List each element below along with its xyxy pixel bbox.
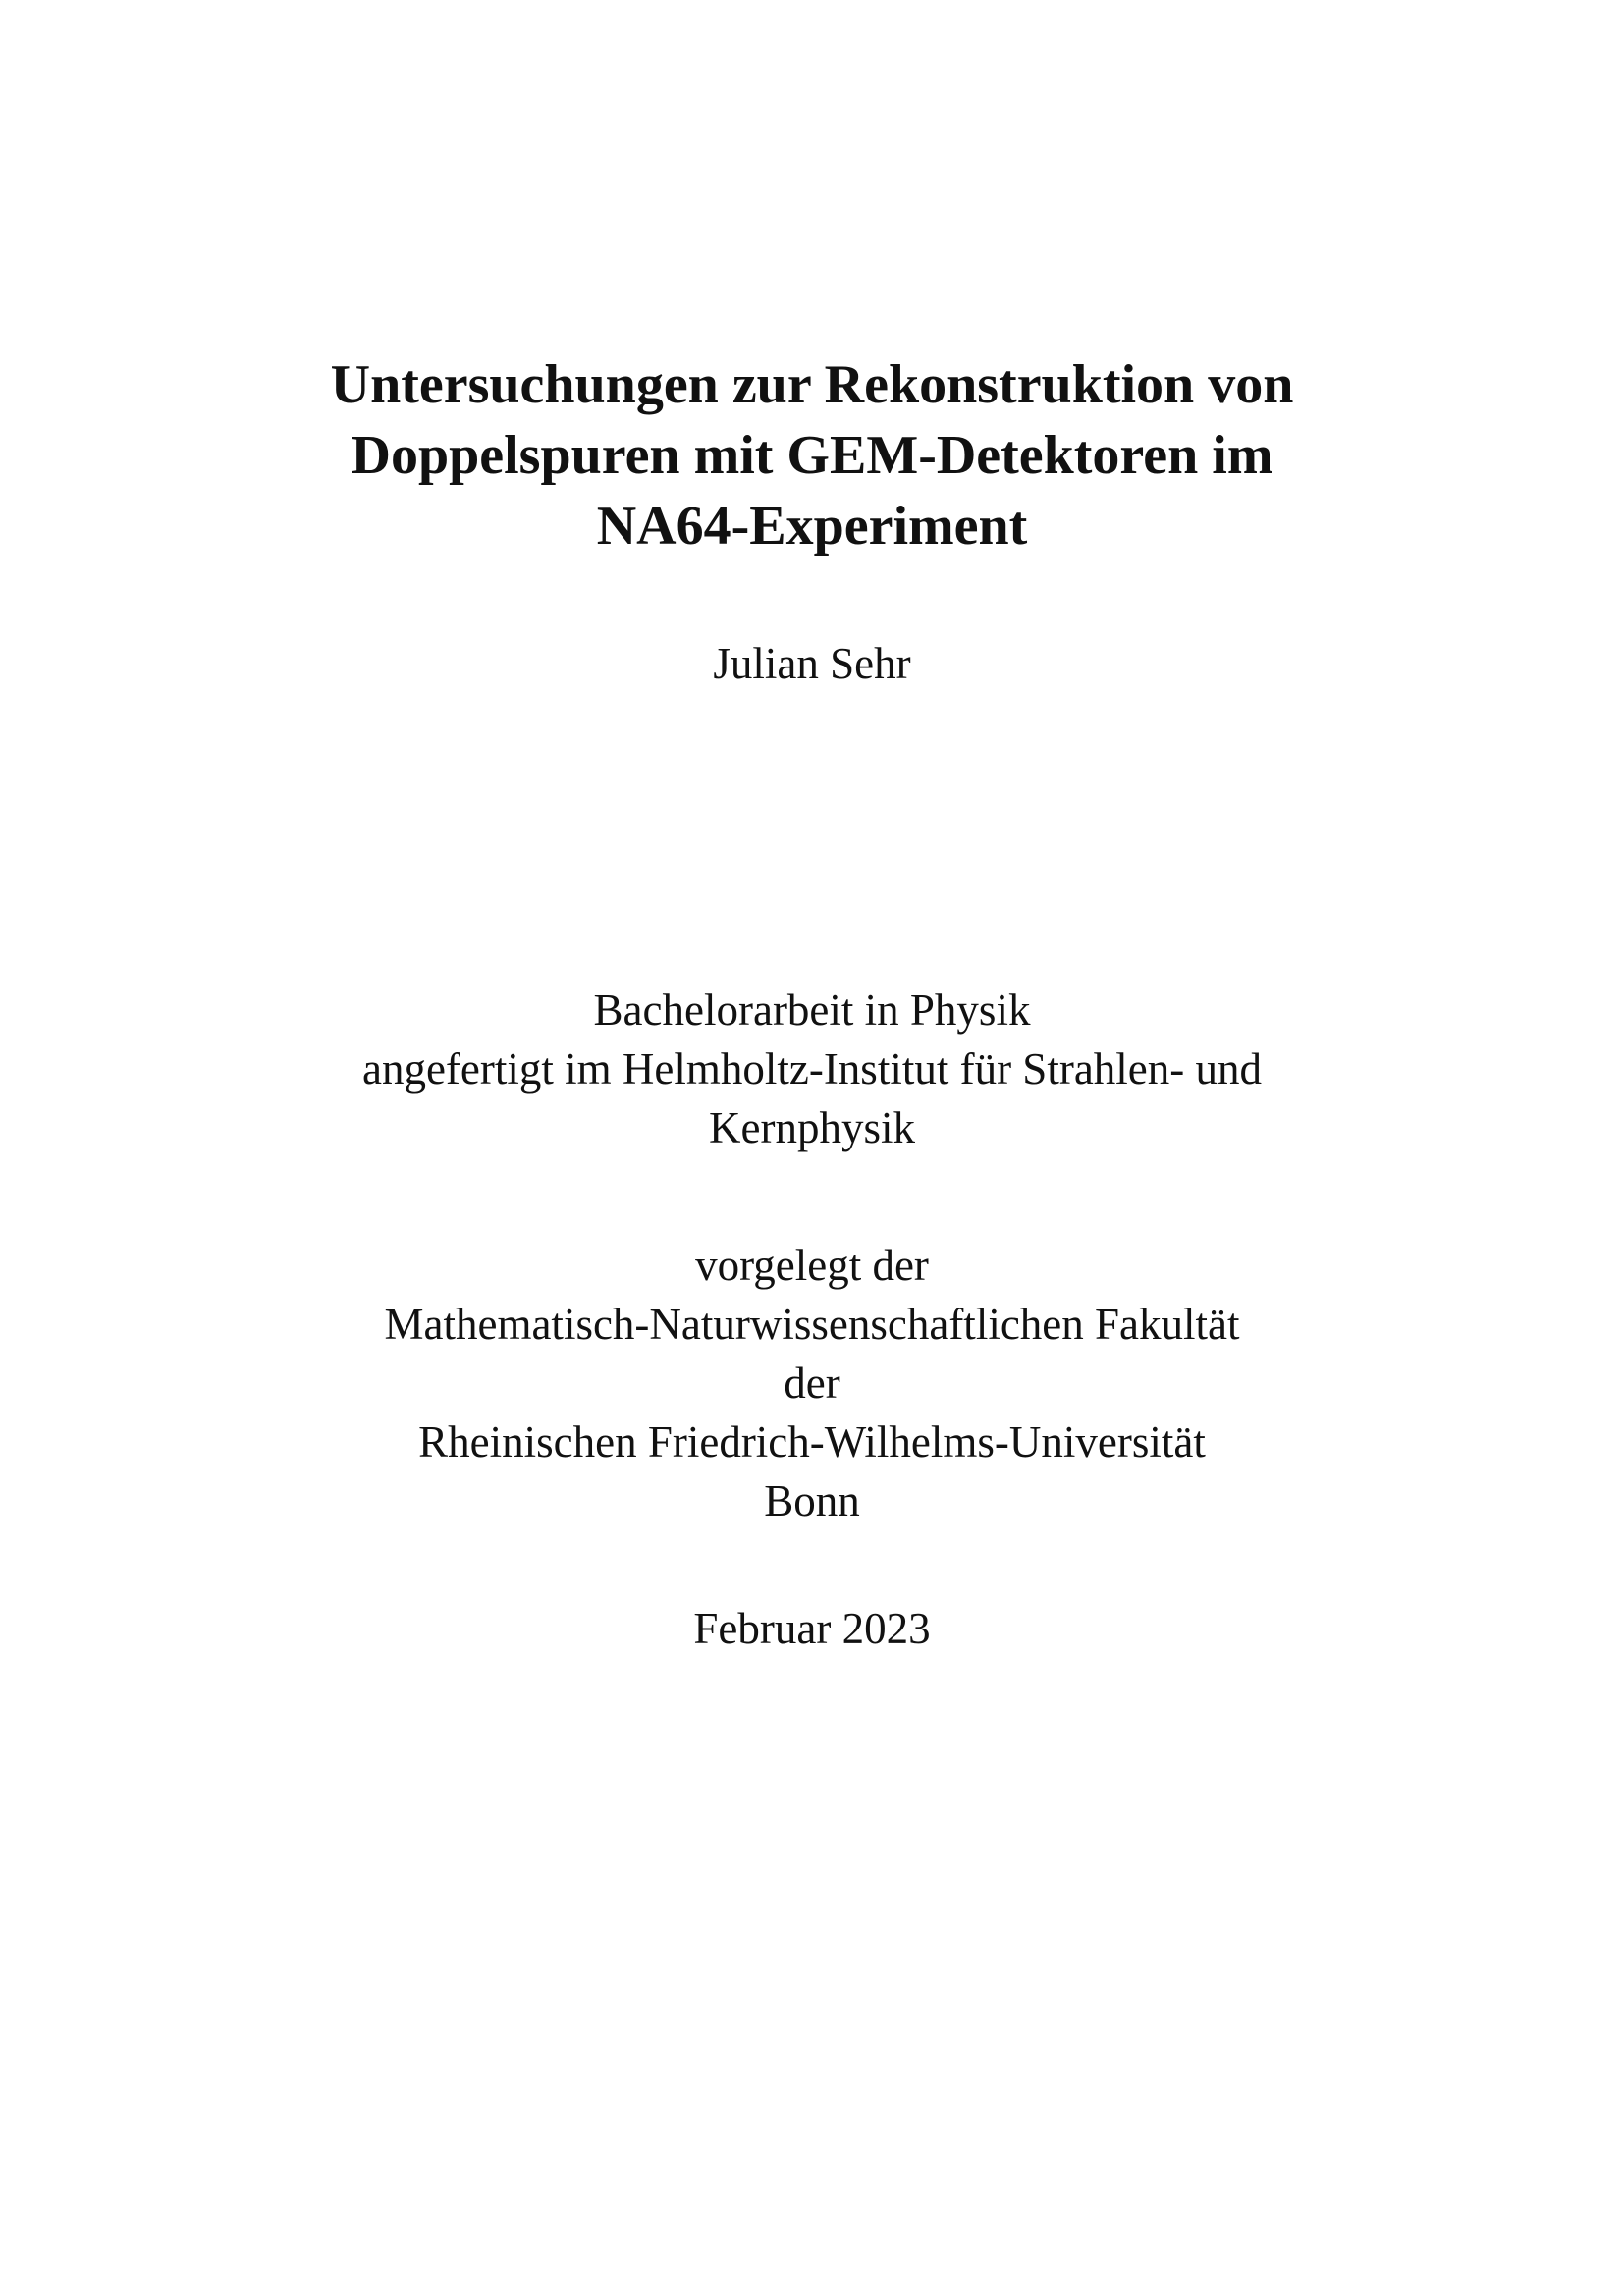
- submission-statement: [0, 1236, 1624, 1530]
- date-line: Februar 2023: [693, 1604, 931, 1653]
- title-line: Untersuchungen zur Rekonstruktion von: [330, 354, 1294, 415]
- submission-date: [0, 1599, 1624, 1658]
- submission-line: vorgelegt der: [695, 1241, 929, 1290]
- title-line: NA64-Experiment: [596, 496, 1028, 557]
- thesis-line: Kernphysik: [709, 1103, 915, 1152]
- thesis-description: [0, 981, 1624, 1157]
- thesis-title: [0, 349, 1624, 561]
- title-line: Doppelspuren mit GEM-Detektoren im: [351, 425, 1273, 486]
- submission-line: Mathematisch-Naturwissenschaftlichen Fakultät: [384, 1300, 1240, 1349]
- thesis-line: Bachelorarbeit in Physik: [593, 986, 1031, 1035]
- submission-line: Bonn: [764, 1476, 860, 1525]
- thesis-line: angefertigt im Helmholtz-Institut für Strahlen- und: [361, 1044, 1263, 1094]
- submission-line: Rheinischen Friedrich-Wilhelms-Universität: [418, 1417, 1206, 1467]
- author-name: [0, 634, 1624, 693]
- author-line: Julian Sehr: [713, 639, 911, 688]
- submission-line: der: [784, 1359, 840, 1408]
